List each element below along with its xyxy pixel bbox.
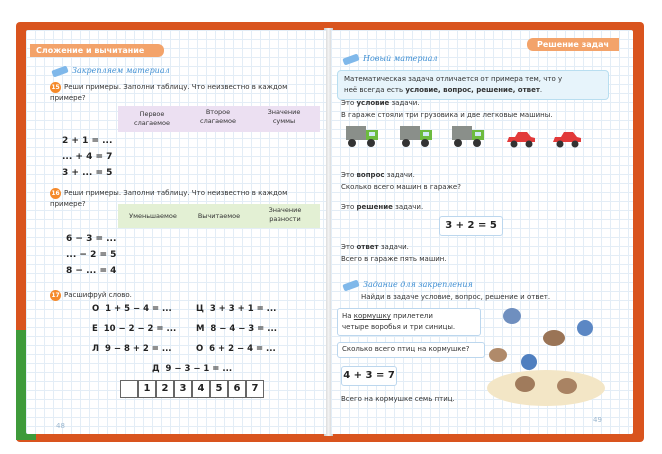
task16-line1: Реши примеры. Заполни таблицу. Что неизвестно в каждом	[64, 189, 288, 197]
truck-icon	[451, 124, 485, 148]
task16-header-1: Уменьшаемое	[129, 212, 177, 220]
right-page	[331, 30, 633, 434]
pen-icon	[51, 65, 68, 77]
task16-header-2: Вычитаемое	[197, 212, 241, 220]
task15-example-1: 2 + 1 = ...	[62, 136, 113, 146]
intro-box	[337, 70, 609, 100]
digit-cell[interactable]: 5	[210, 380, 228, 398]
question-label: Это вопрос задачи.	[341, 171, 415, 179]
birds-expression: 4 + 3 = 7	[343, 370, 395, 381]
tit-bird-icon	[503, 308, 521, 324]
code-row-2-left: Е 10 − 2 − 2 = ...	[92, 324, 177, 334]
task16-example-2: ... − 2 = 5	[66, 250, 117, 260]
digit-cell[interactable]: 2	[156, 380, 174, 398]
sparrow-bird-icon	[543, 330, 565, 346]
birds-question: Сколько всего птиц на кормушке?	[342, 345, 470, 353]
task15-header-2: Второе слагаемое	[200, 108, 236, 125]
question-text: Сколько всего машин в гараже?	[341, 183, 461, 191]
birds-expr-box	[341, 366, 397, 386]
car-icon	[551, 130, 583, 148]
right-page-number: 49	[593, 416, 602, 424]
code-row-2-right: М 8 − 4 − 3 = ...	[196, 324, 277, 334]
digit-cell[interactable]: 1	[138, 380, 156, 398]
task16-header-3: Значение разности	[268, 206, 302, 223]
code-row-1-right: Ц 3 + 3 + 1 = ...	[196, 304, 277, 314]
intro-line2: неё всегда есть условие, вопрос, решение, ответ.	[344, 86, 543, 94]
digit-cell[interactable]: 3	[174, 380, 192, 398]
task16-table-header	[118, 204, 320, 228]
sparrow-bird-icon	[557, 378, 577, 394]
left-page-number: 48	[56, 422, 65, 430]
task15-example-2: ... + 4 = 7	[62, 152, 113, 162]
right-section-title	[343, 54, 438, 63]
task15-number: 15	[51, 84, 60, 91]
birds-condition-box	[337, 308, 481, 336]
right-section2-title-text: Задание для закрепления	[363, 280, 473, 289]
task16-line2: примере?	[50, 200, 86, 208]
answer-cell-empty[interactable]	[120, 380, 138, 398]
right-section-title-text: Новый материал	[363, 54, 438, 63]
task17-number: 17	[51, 292, 60, 299]
task-intro: Найди в задаче условие, вопрос, решение и ответ.	[361, 293, 551, 301]
task15-line1: Реши примеры. Заполни таблицу. Что неизвестно в каждом	[64, 83, 288, 91]
car-icon	[505, 130, 537, 148]
condition-label: Это условие задачи.	[341, 99, 420, 107]
left-page	[26, 30, 326, 434]
task16-example-3: 8 − ... = 4	[66, 266, 117, 276]
code-row-1-left: О 1 + 5 − 4 = ...	[92, 304, 172, 314]
digit-cell[interactable]: 6	[228, 380, 246, 398]
task15-header-1: Первое слагаемое	[134, 110, 170, 127]
task17-instruction: Расшифруй слово.	[64, 291, 132, 299]
left-section-title-text: Закрепляем материал	[72, 66, 170, 75]
condition-text: В гараже стояли три грузовика и две легковые машины.	[341, 111, 553, 119]
right-section2-title	[343, 280, 473, 289]
code-row-3-left: Л 9 − 8 + 2 = ...	[92, 344, 172, 354]
right-header-band: Решение задач	[527, 38, 619, 51]
pen-icon	[342, 279, 359, 291]
birds-condition-line1: На кормушку прилетели	[342, 312, 433, 320]
answer-label: Это ответ задачи.	[341, 243, 409, 251]
pen-icon	[342, 53, 359, 65]
tit-bird-icon	[577, 320, 593, 336]
solution-box	[439, 216, 503, 236]
answer-text: Всего в гараже пять машин.	[341, 255, 447, 263]
code-row-4: Д 9 − 3 − 1 = ...	[152, 364, 233, 374]
sparrow-bird-icon	[489, 348, 507, 362]
birds-question-box	[337, 342, 485, 358]
feeder-ground	[487, 370, 605, 406]
digit-cell[interactable]: 7	[246, 380, 264, 398]
solution-label: Это решение задачи.	[341, 203, 424, 211]
task15-text	[50, 82, 320, 104]
task15-table-header	[118, 106, 320, 132]
code-row-3-right: О 6 + 2 − 4 = ...	[196, 344, 276, 354]
left-header-band: Сложение и вычитание	[30, 44, 164, 57]
sparrow-bird-icon	[515, 376, 535, 392]
task16-number: 16	[51, 190, 60, 197]
truck-icon	[345, 124, 379, 148]
solution-expression: 3 + 2 = 5	[445, 220, 497, 231]
task16-example-1: 6 − 3 = ...	[66, 234, 117, 244]
left-section-title	[52, 66, 170, 75]
truck-icon	[399, 124, 433, 148]
digit-cell[interactable]: 4	[192, 380, 210, 398]
task15-example-3: 3 + ... = 5	[62, 168, 113, 178]
task17-text	[50, 290, 132, 301]
tit-bird-icon	[521, 354, 537, 370]
birds-answer: Всего на кормушке семь птиц.	[341, 395, 455, 403]
intro-line1: Математическая задача отличается от примера тем, что у	[344, 75, 563, 83]
birds-condition-line2: четыре воробья и три синицы.	[342, 323, 456, 331]
task15-line2: примере?	[50, 94, 86, 102]
task15-header-3: Значение суммы	[267, 108, 301, 125]
